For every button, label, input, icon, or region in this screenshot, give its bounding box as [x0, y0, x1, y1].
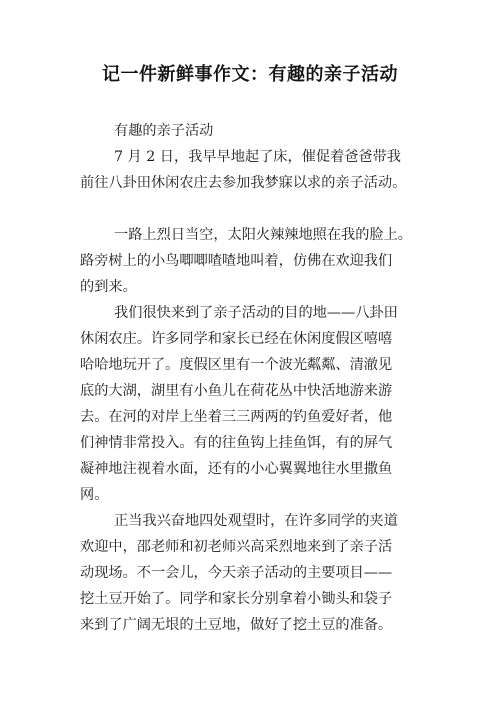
paragraph-line: 休闲农庄。许多同学和家长已经在休闲度假区嘻嘻 — [80, 331, 393, 347]
paragraph-line: 我们很快来到了亲子活动的目的地——八卦田 — [114, 305, 398, 321]
paragraph-line: 去。在河的对岸上坐着三三两两的钓鱼爱好者，他 — [80, 409, 393, 425]
paragraph-line: 一路上烈日当空，太阳火辣辣地照在我的脸上。 — [114, 227, 412, 243]
paragraph-1 — [80, 144, 436, 196]
paragraph-line: 挖土豆开始了。同学和家长分别拿着小锄头和袋子 — [80, 591, 393, 607]
paragraph-line: 凝神地注视着水面，还有的小心翼翼地往水里撒鱼 — [80, 461, 393, 477]
paragraph-gap — [80, 196, 436, 222]
article-title: 记一件新鲜事作文：有趣的亲子活动 — [102, 64, 398, 85]
paragraph-line: 的到来。 — [80, 279, 137, 295]
paragraph-line: 路旁树上的小鸟唧唧喳喳地叫着，仿佛在欢迎我们 — [80, 253, 393, 269]
paragraph-line: 网。 — [80, 487, 109, 503]
article-subtitle: 有趣的亲子活动 — [114, 123, 214, 139]
paragraph-line: 底的大湖，湖里有小鱼儿在荷花丛中快活地游来游 — [80, 383, 393, 399]
paragraph-2 — [80, 222, 436, 300]
paragraph-line: 正当我兴奋地四处观望时，在许多同学的夹道 — [114, 513, 398, 529]
paragraph-line: 来到了广阔无垠的土豆地，做好了挖土豆的准备。 — [80, 617, 393, 633]
paragraph-line: 7 月 2 日，我早早地起了床，催促着爸爸带我 — [114, 149, 401, 165]
paragraph-3 — [80, 300, 436, 508]
paragraph-line: 们神情非常投入。有的往鱼钩上挂鱼饵，有的屏气 — [80, 435, 393, 451]
paragraph-line: 前往八卦田休闲农庄去参加我梦寐以求的亲子活动。 — [80, 175, 407, 191]
paragraph-4 — [80, 508, 436, 638]
paragraph-line: 欢迎中，邵老师和初老师兴高采烈地来到了亲子活 — [80, 539, 393, 555]
paragraph-line: 动现场。不一会儿，今天亲子活动的主要项目—— — [80, 565, 393, 581]
article-body — [80, 118, 436, 638]
paragraph-line: 哈哈地玩开了。度假区里有一个波光粼粼、清澈见 — [80, 357, 393, 373]
